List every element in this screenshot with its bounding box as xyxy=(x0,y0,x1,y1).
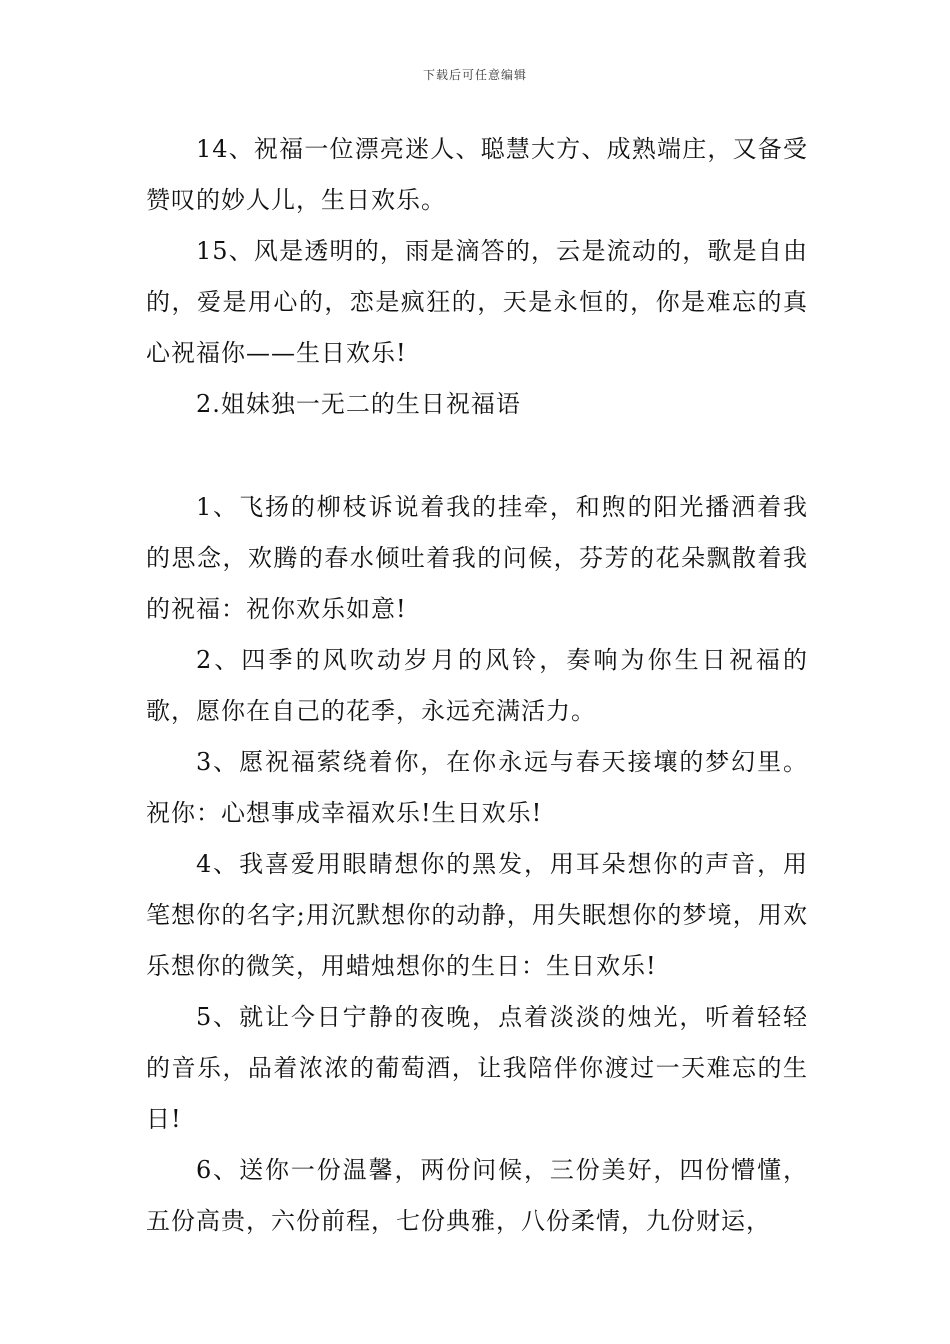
paragraph-1: 1、飞扬的柳枝诉说着我的挂牵，和煦的阳光播洒着我的思念，欢腾的春水倾吐着我的问候，芬芳的花朵飘散着我的祝福：祝你欢乐如意! xyxy=(146,493,808,623)
paragraph-15: 15、风是透明的，雨是滴答的，云是流动的，歌是自由的，爱是用心的，恋是疯狂的，天是永恒的，你是难忘的真心祝福你——生日欢乐! xyxy=(146,237,808,367)
header-note: 下载后可任意编辑 xyxy=(422,68,527,82)
document-body xyxy=(146,124,808,1247)
paragraph-14: 14、祝福一位漂亮迷人、聪慧大方、成熟端庄，又备受赞叹的妙人儿，生日欢乐。 xyxy=(146,135,808,214)
paragraph-5: 5、就让今日宁静的夜晚，点着淡淡的烛光，听着轻轻的音乐，品着浓浓的葡萄酒，让我陪伴你渡过一天难忘的生日! xyxy=(146,1003,808,1133)
section-gap xyxy=(146,430,808,482)
section-heading: 2.姐妹独一无二的生日祝福语 xyxy=(196,390,521,418)
paragraph-3: 3、愿祝福萦绕着你，在你永远与春天接壤的梦幻里。祝你：心想事成幸福欢乐!生日欢乐! xyxy=(146,748,808,827)
paragraph-2: 2、四季的风吹动岁月的风铃，奏响为你生日祝福的歌，愿你在自己的花季，永远充满活力。 xyxy=(146,646,808,725)
paragraph-6: 6、送你一份温馨，两份问候，三份美好，四份懵懂，五份高贵，六份前程，七份典雅，八份柔情，九份财运， xyxy=(146,1156,808,1235)
paragraph-4: 4、我喜爱用眼睛想你的黑发，用耳朵想你的声音，用笔想你的名字;用沉默想你的动静，用失眠想你的梦境，用欢乐想你的微笑，用蜡烛想你的生日：生日欢乐! xyxy=(146,850,808,980)
